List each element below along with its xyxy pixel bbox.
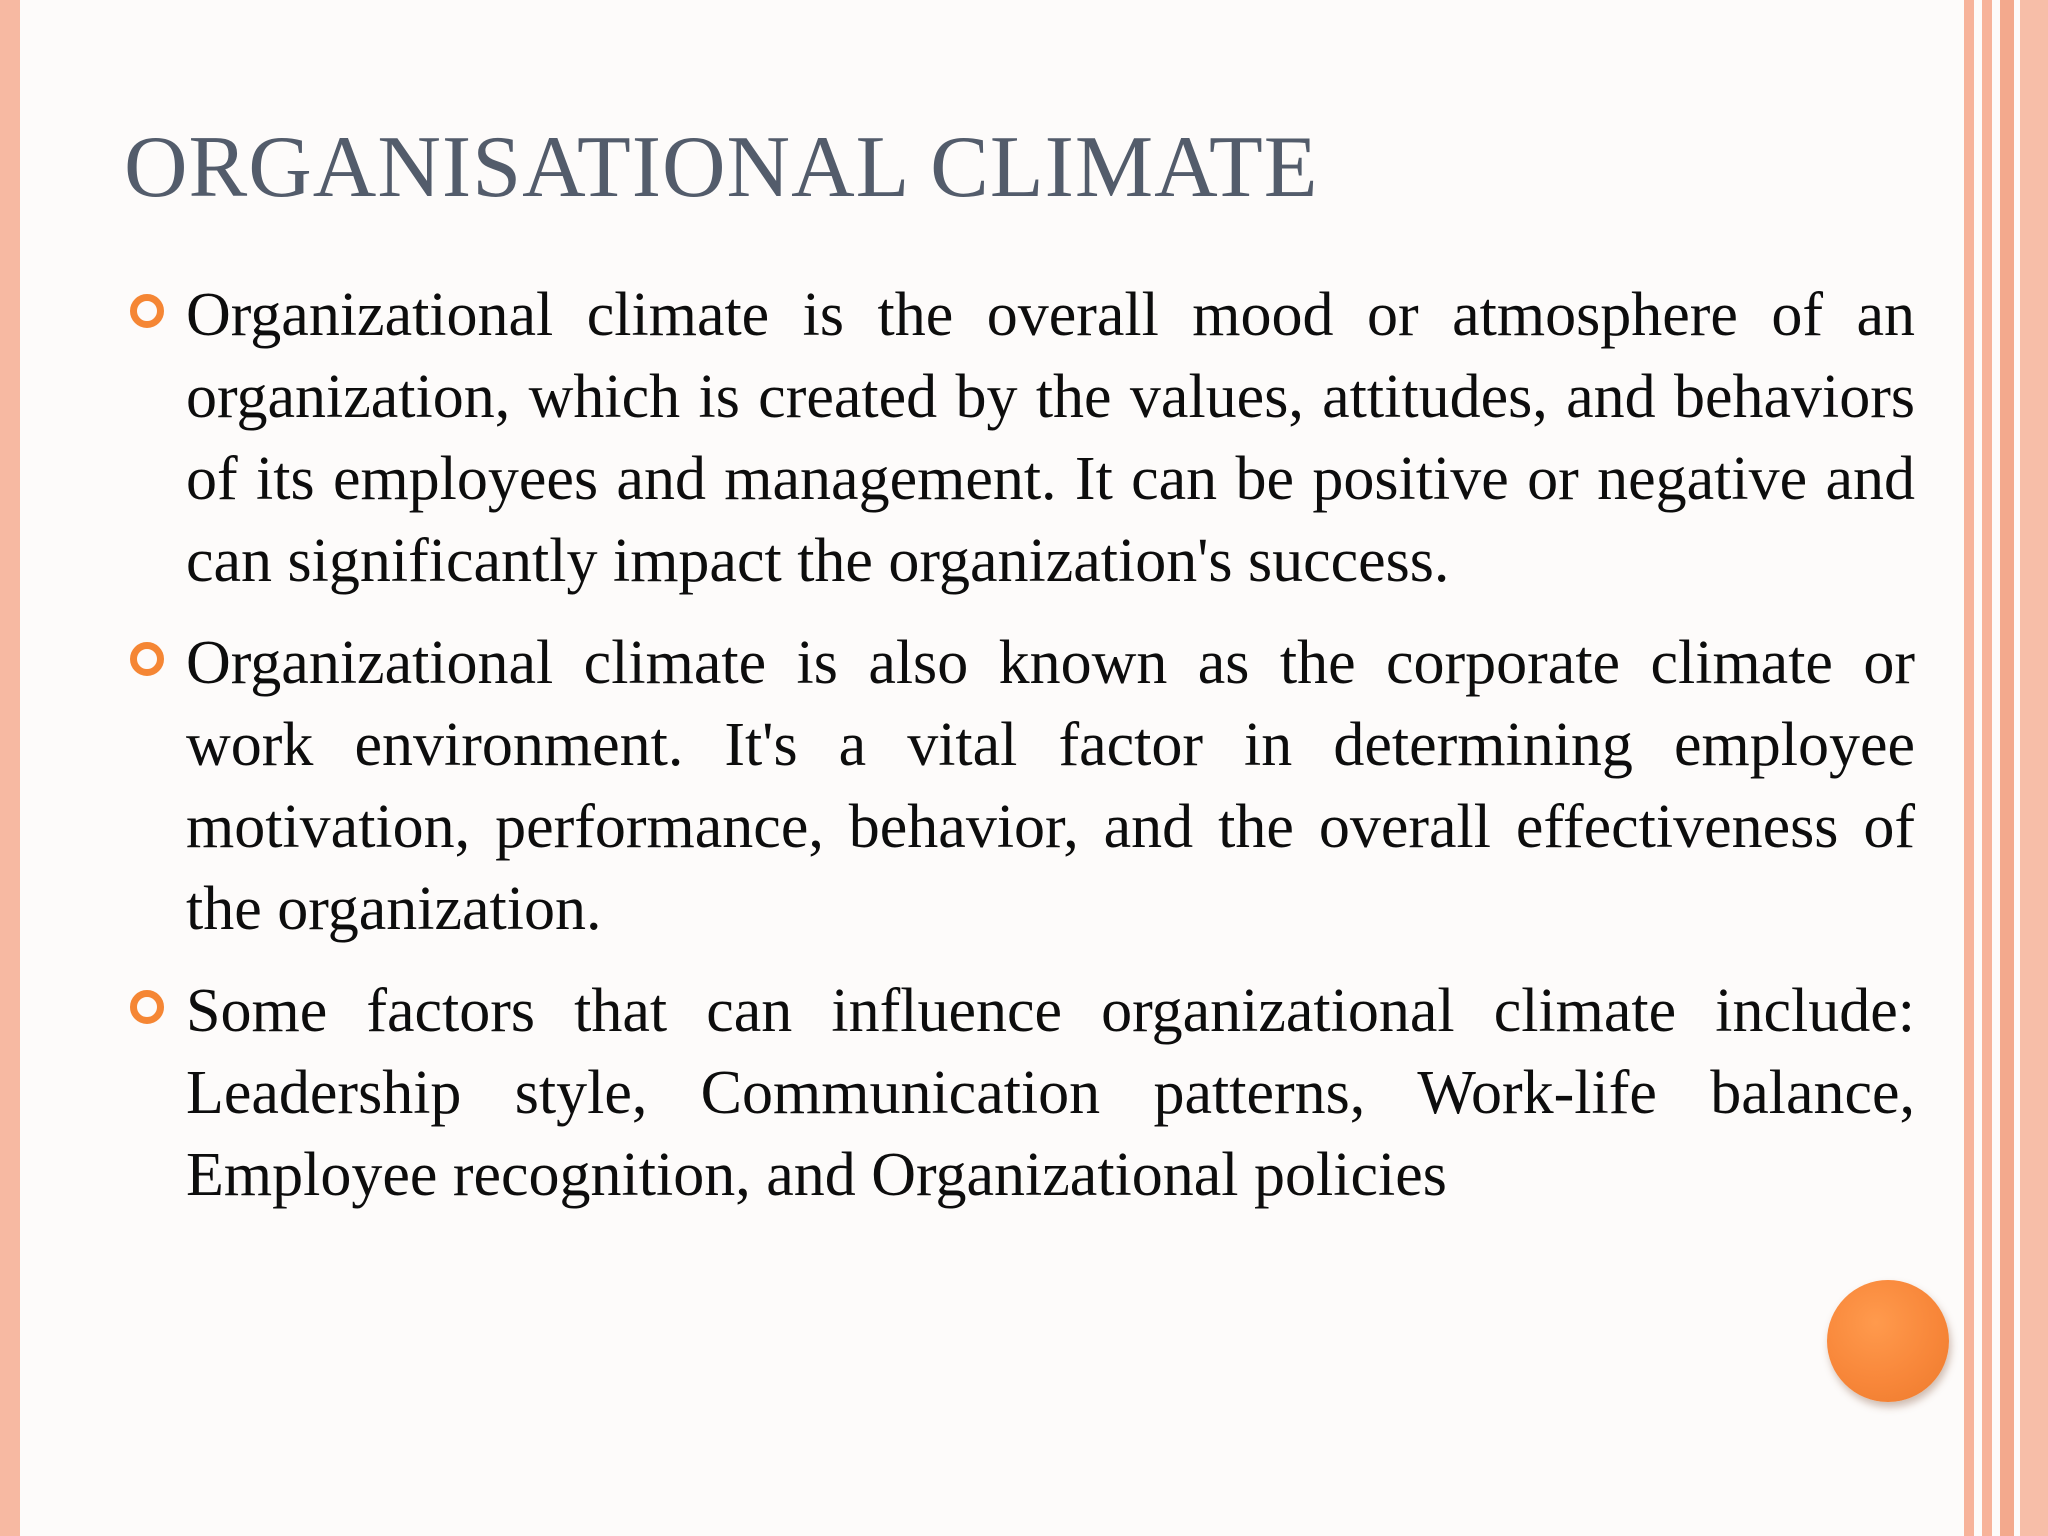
stripe — [1964, 0, 1974, 1536]
right-stripe-decoration — [1964, 0, 2048, 1536]
stripe — [2000, 0, 2014, 1536]
bullet-text: Some factors that can influence organizational climate include: Leadership style, Communication patterns, Work-life balance, Employee recognition, and Organizational policies — [186, 977, 1915, 1209]
stripe-gap — [1992, 0, 2000, 1536]
bullet-item — [130, 274, 1915, 602]
hollow-circle-bullet-icon — [130, 294, 164, 328]
bullet-item — [130, 970, 1915, 1216]
bullet-list — [130, 274, 1915, 1236]
hollow-circle-bullet-icon — [130, 642, 164, 676]
bullet-text: Organizational climate is also known as the corporate climate or work environment. It's a vital factor in determining employee motivation, performance, behavior, and the overall effectiveness of the organization. — [186, 629, 1915, 943]
stripe-gap — [1974, 0, 1982, 1536]
bullet-text: Organizational climate is the overall mood or atmosphere of an organization, which is created by the values, attitudes, and behaviors of its employees and management. It can be positive or negative and can significantly impact the organization's success. — [186, 281, 1915, 595]
bullet-item — [130, 622, 1915, 950]
stripe — [1982, 0, 1992, 1536]
slide-title: ORGANISATIONAL CLIMATE — [124, 119, 1319, 216]
left-accent-bar — [0, 0, 20, 1536]
orange-circle-decoration — [1827, 1280, 1949, 1402]
hollow-circle-bullet-icon — [130, 990, 164, 1024]
stripe — [2020, 0, 2048, 1536]
